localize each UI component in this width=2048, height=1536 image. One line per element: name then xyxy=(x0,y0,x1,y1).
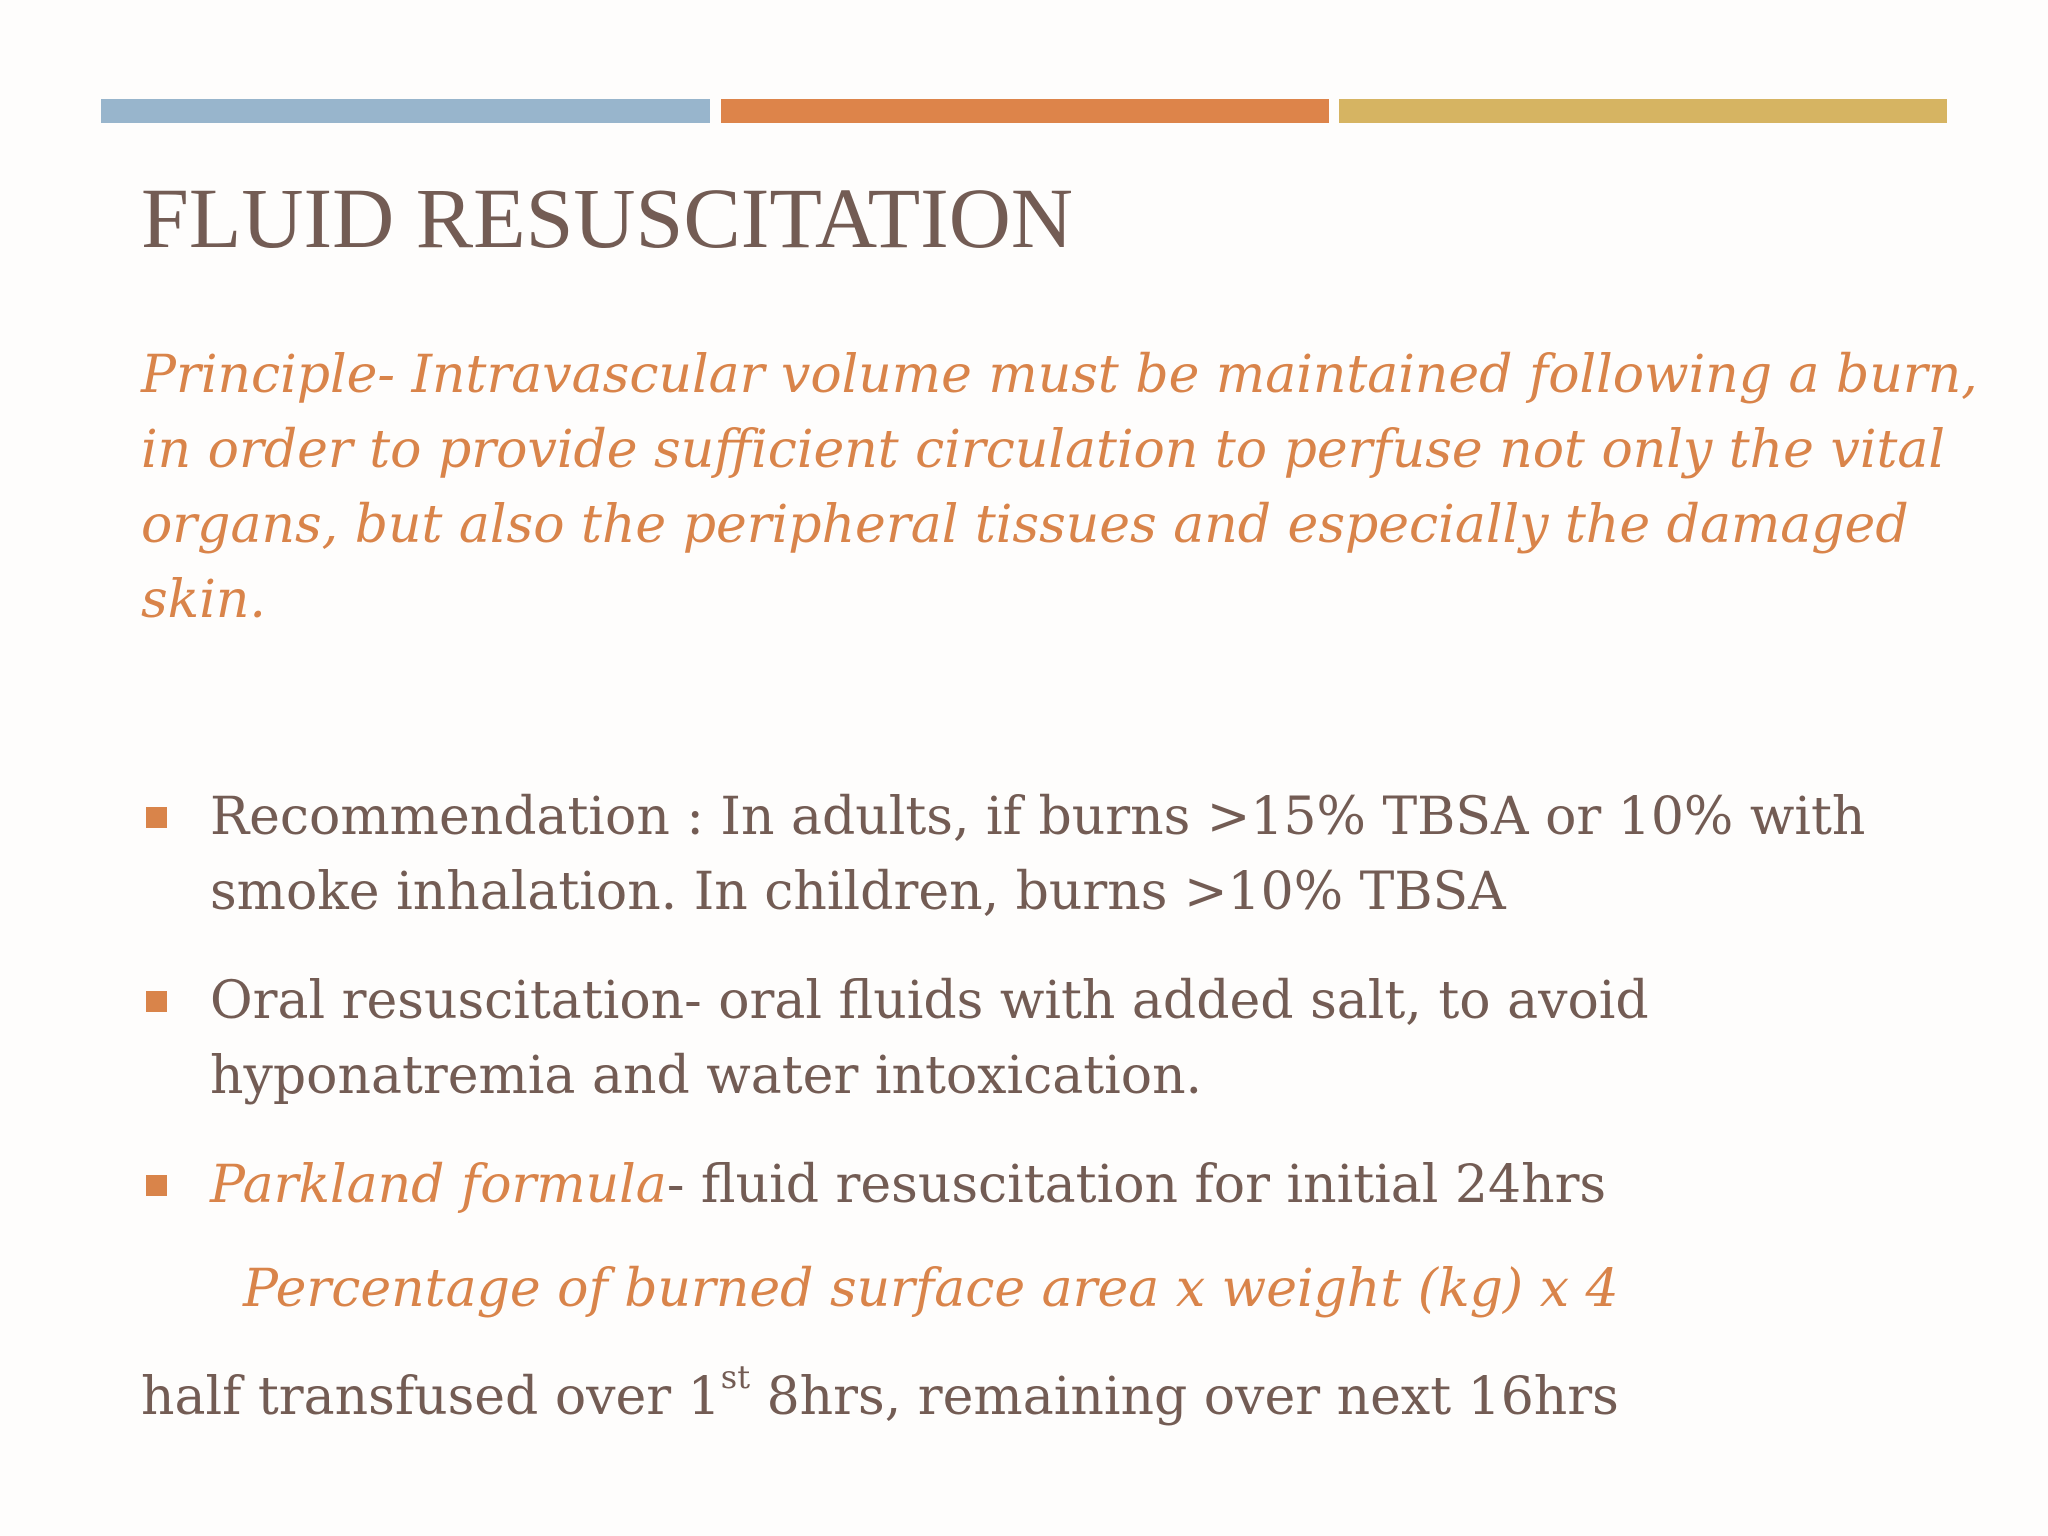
square-bullet-icon xyxy=(146,1175,167,1196)
parkland-formula-emphasis: Parkland formula xyxy=(210,1155,667,1215)
ordinal-suffix: st xyxy=(720,1358,751,1396)
parkland-formula-expression: Percentage of burned surface area x weight (kg) x 4 xyxy=(243,1259,1619,1319)
transfusion-schedule-end: 8hrs, remaining over next 16hrs xyxy=(750,1367,1619,1427)
bullet-oral-resuscitation-text: Oral resuscitation- oral fluids with added salt, to avoid hyponatremia and water intoxication. xyxy=(210,971,1649,1106)
bullet-list xyxy=(141,780,1961,1223)
bullet-recommendation-text: Recommendation : In adults, if burns >15% TBSA or 10% with smoke inhalation. In children, burns >10% TBSA xyxy=(210,787,1866,922)
principle-text: Principle- Intravascular volume must be maintained following a burn, in order to provide sufficient circulation to perfuse not only the vital organs, but also the peripheral tissues and especially the damaged skin. xyxy=(141,345,1978,630)
square-bullet-icon xyxy=(146,991,167,1012)
bullet-parkland-formula-text: - fluid resuscitation for initial 24hrs xyxy=(666,1155,1607,1215)
transfusion-schedule-start: half transfused over 1 xyxy=(141,1367,721,1427)
square-bullet-icon xyxy=(146,807,167,828)
transfusion-schedule xyxy=(141,1360,1619,1435)
slide-title: FLUID RESUSCITATION xyxy=(141,170,1073,266)
bullet-oral-resuscitation xyxy=(141,964,1961,1114)
accent-bar-orange xyxy=(721,99,1329,123)
bullet-recommendation xyxy=(141,780,1961,930)
bullet-parkland-formula xyxy=(141,1148,1961,1223)
accent-bar-gold xyxy=(1339,99,1947,123)
accent-bar-blue xyxy=(101,99,710,123)
